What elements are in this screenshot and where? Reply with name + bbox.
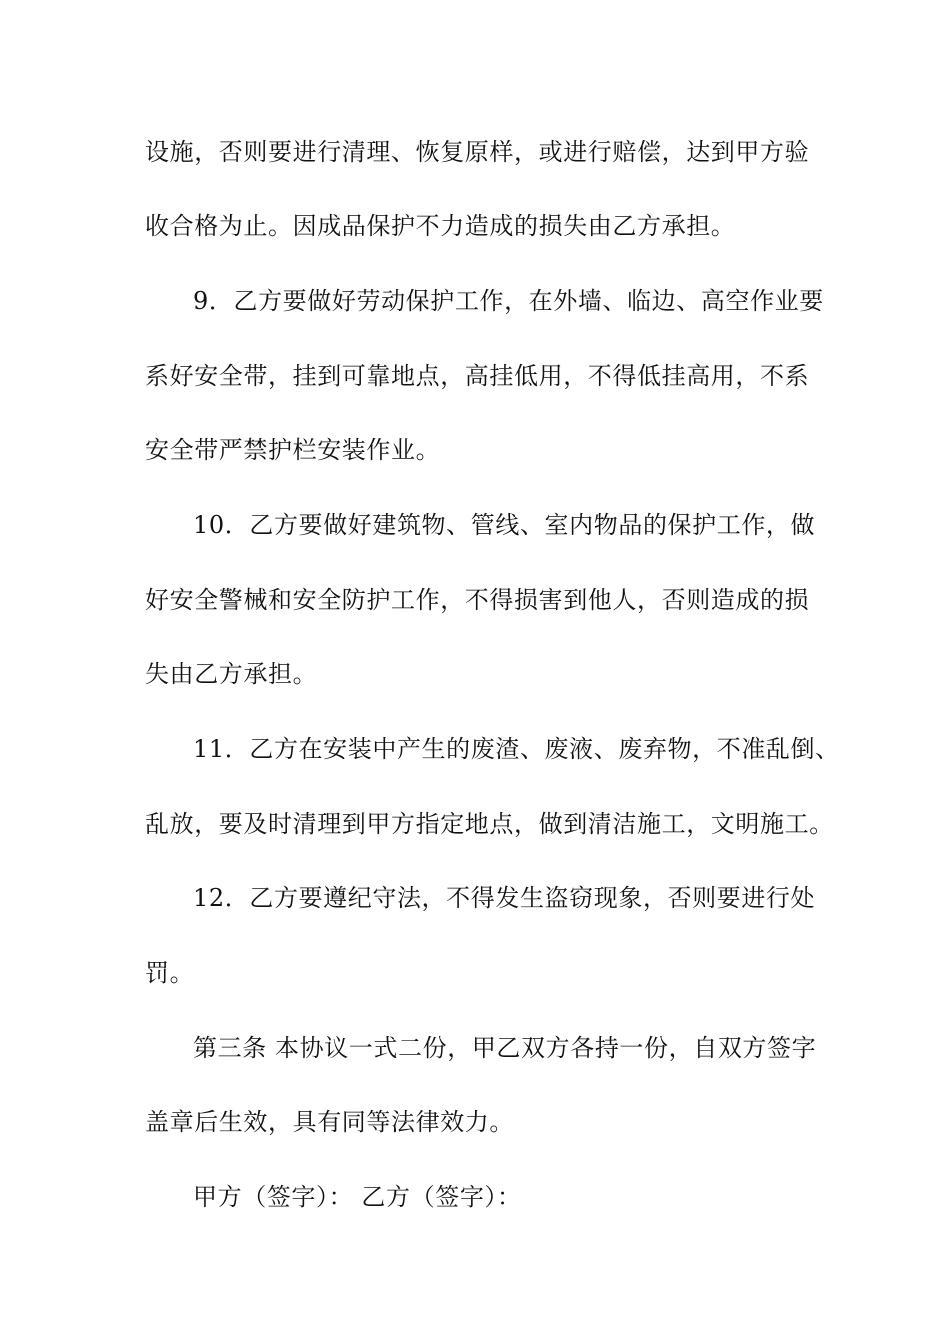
paragraph-line: 收合格为止。因成品保护不力造成的损失由乙方承担。 — [145, 212, 736, 240]
clause-12-line: 12．乙方要遵纪守法，不得发生盗窃现象，否则要进行处 — [193, 884, 816, 912]
paragraph-line: 设施，否则要进行清理、恢复原样，或进行赔偿，达到甲方验 — [145, 138, 810, 166]
clause-11-line: 11．乙方在安装中产生的废渣、废液、废弃物，不准乱倒、 — [193, 735, 840, 763]
paragraph-line: 罚。 — [145, 959, 195, 987]
paragraph-line: 失由乙方承担。 — [145, 660, 318, 688]
paragraph-line: 乱放，要及时清理到甲方指定地点，做到清洁施工，文明施工。 — [145, 810, 834, 838]
paragraph-line: 安全带严禁护栏安装作业。 — [145, 436, 441, 464]
paragraph-line: 系好安全带，挂到可靠地点，高挂低用，不得低挂高用，不系 — [145, 362, 810, 390]
article-3-line: 第三条 本协议一式二份，甲乙双方各持一份，自双方签字 — [193, 1034, 817, 1062]
paragraph-line: 好安全警械和安全防护工作，不得损害到他人，否则造成的损 — [145, 586, 810, 614]
clause-9-line: 9．乙方要做好劳动保护工作，在外墙、临边、高空作业要 — [193, 287, 824, 315]
paragraph-line: 盖章后生效，具有同等法律效力。 — [145, 1108, 514, 1136]
clause-10-line: 10．乙方要做好建筑物、管线、室内物品的保护工作，做 — [193, 511, 816, 539]
signature-line: 甲方（签字）： 乙方（签字）： — [193, 1183, 522, 1211]
